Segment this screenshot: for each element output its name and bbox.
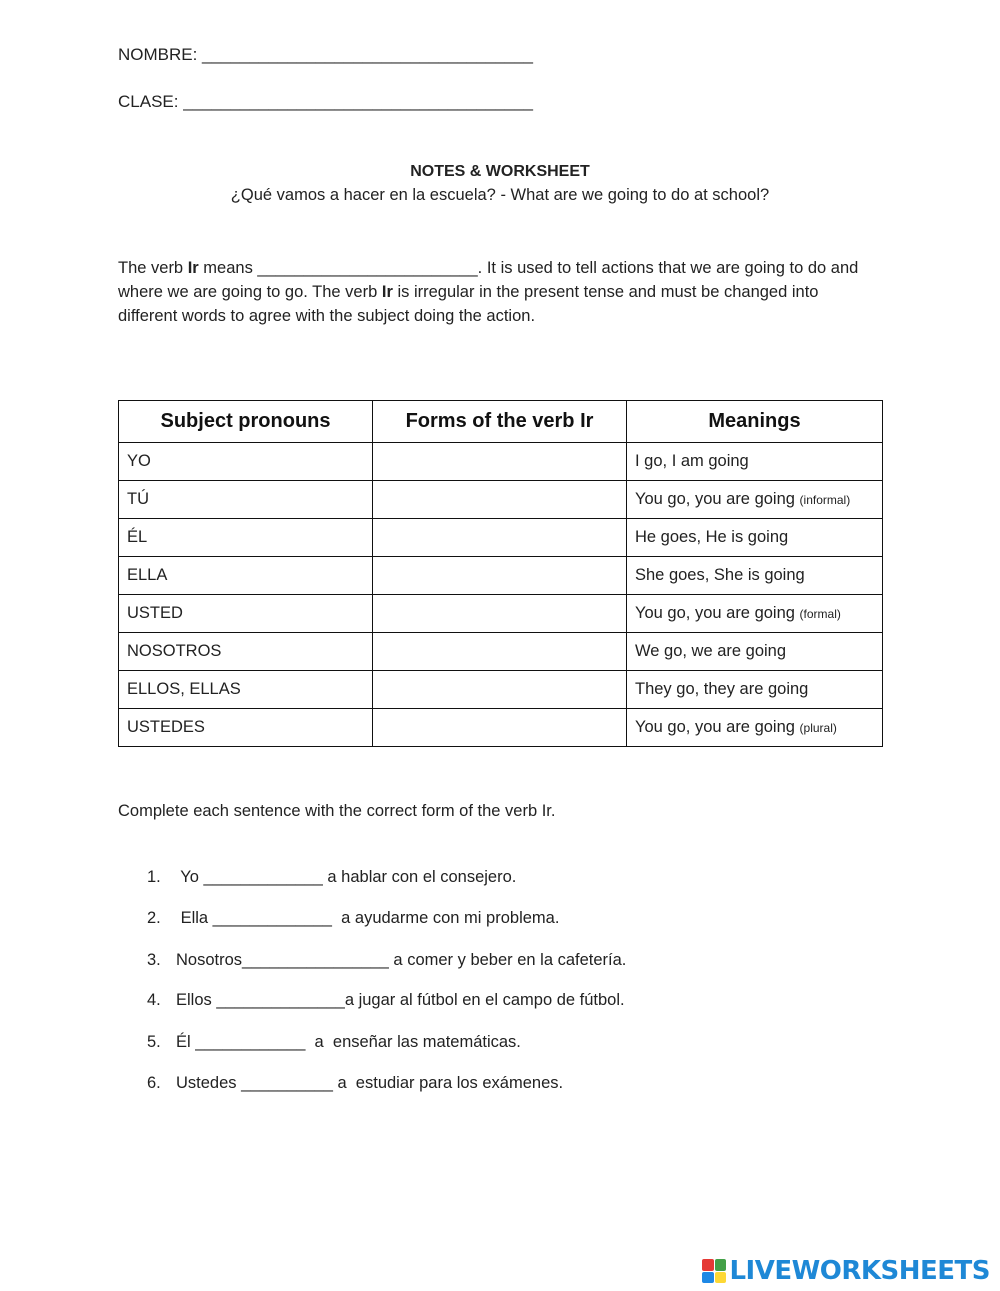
pronoun-cell: USTED [119, 595, 373, 633]
exercise-item [147, 868, 516, 887]
meaning-cell [627, 595, 883, 633]
exercise-item [147, 951, 626, 970]
meaning-cell [627, 633, 883, 671]
meaning-text: We go, we are going [635, 642, 787, 660]
pronoun-cell: ELLA [119, 557, 373, 595]
verb-conjugation-table [118, 400, 883, 747]
table-row [119, 481, 883, 519]
meaning-cell [627, 709, 883, 747]
exercise-number: 2. [147, 909, 161, 927]
exercise-item [147, 1033, 521, 1052]
meaning-text: I go, I am going [635, 452, 749, 470]
table-row [119, 595, 883, 633]
exercise-sentence[interactable]: Ustedes __________ a estudiar para los exámenes. [176, 1074, 564, 1092]
header-subject-pronouns: Subject pronouns [119, 401, 373, 443]
table-row [119, 443, 883, 481]
verb-form-input[interactable] [373, 671, 627, 709]
meaning-cell [627, 557, 883, 595]
exercise-sentence[interactable]: Ella _____________ a ayudarme con mi problema. [176, 909, 560, 927]
verb-form-input[interactable] [373, 709, 627, 747]
pronoun-cell: ÉL [119, 519, 373, 557]
verb-form-input[interactable] [373, 443, 627, 481]
meaning-text: She goes, She is going [635, 566, 805, 584]
meaning-cell [627, 443, 883, 481]
meaning-note: (formal) [799, 607, 841, 621]
intro-text-3: is irregular in the present tense and must be changed into different words to agree with the subject doing the action. [118, 283, 819, 325]
meaning-cell [627, 481, 883, 519]
table-row [119, 633, 883, 671]
header-meanings: Meanings [627, 401, 883, 443]
table-header-row [119, 401, 883, 443]
exercise-number: 6. [147, 1074, 161, 1092]
exercise-item [147, 1074, 563, 1093]
table-row [119, 709, 883, 747]
verb-form-input[interactable] [373, 557, 627, 595]
exercise-item [147, 991, 625, 1010]
verb-form-input[interactable] [373, 633, 627, 671]
intro-verb: Ir [187, 259, 199, 277]
meaning-text: He goes, He is going [635, 528, 789, 546]
exercise-number: 5. [147, 1033, 161, 1051]
pronoun-cell: ELLOS, ELLAS [119, 671, 373, 709]
intro-text-1: The verb [118, 259, 188, 277]
pronoun-cell: USTEDES [119, 709, 373, 747]
verb-form-input[interactable] [373, 595, 627, 633]
exercise-sentence[interactable]: Él ____________ a enseñar las matemáticas. [176, 1033, 521, 1051]
table-row [119, 557, 883, 595]
intro-paragraph [118, 256, 878, 328]
table-row [119, 671, 883, 709]
exercise-sentence[interactable]: Nosotros________________ a comer y beber en la cafetería. [176, 951, 627, 969]
name-field[interactable]: NOMBRE: ___________________________________ [118, 45, 533, 64]
intro-text-2: means ________________________. It is used to tell actions that we are going to do and where we are going to go. The verb [118, 259, 859, 301]
header-verb-forms: Forms of the verb Ir [373, 401, 627, 443]
meaning-text: You go, you are going [635, 604, 800, 622]
meaning-text: They go, they are going [635, 680, 809, 698]
exercise-sentence[interactable]: Yo _____________ a hablar con el consejero. [176, 868, 517, 886]
exercise-number: 1. [147, 868, 161, 886]
verb-form-input[interactable] [373, 481, 627, 519]
pronoun-cell: YO [119, 443, 373, 481]
meaning-text: You go, you are going [635, 490, 800, 508]
exercise-sentence[interactable]: Ellos ______________a jugar al fútbol en el campo de fútbol. [176, 991, 625, 1009]
meaning-cell [627, 519, 883, 557]
intro-verb-2: Ir [381, 283, 393, 301]
liveworksheets-logo [702, 1256, 990, 1286]
logo-blocks-icon [702, 1259, 726, 1283]
meaning-cell [627, 671, 883, 709]
meaning-note: (informal) [799, 493, 851, 507]
table-row [119, 519, 883, 557]
page-subtitle: ¿Qué vamos a hacer en la escuela? - What are we going to do at school? [230, 186, 770, 204]
exercise-number: 4. [147, 991, 161, 1009]
meaning-note: (plural) [799, 721, 837, 735]
instructions: Complete each sentence with the correct form of the verb Ir. [118, 802, 556, 820]
page-title: NOTES & WORKSHEET [410, 163, 590, 180]
exercise-number: 3. [147, 951, 161, 969]
meaning-text: You go, you are going [635, 718, 800, 736]
exercise-item [147, 909, 559, 928]
verb-form-input[interactable] [373, 519, 627, 557]
pronoun-cell: TÚ [119, 481, 373, 519]
logo-text: LIVEWORKSHEETS [729, 1256, 990, 1286]
pronoun-cell: NOSOTROS [119, 633, 373, 671]
class-field[interactable]: CLASE: _____________________________________ [118, 92, 534, 111]
